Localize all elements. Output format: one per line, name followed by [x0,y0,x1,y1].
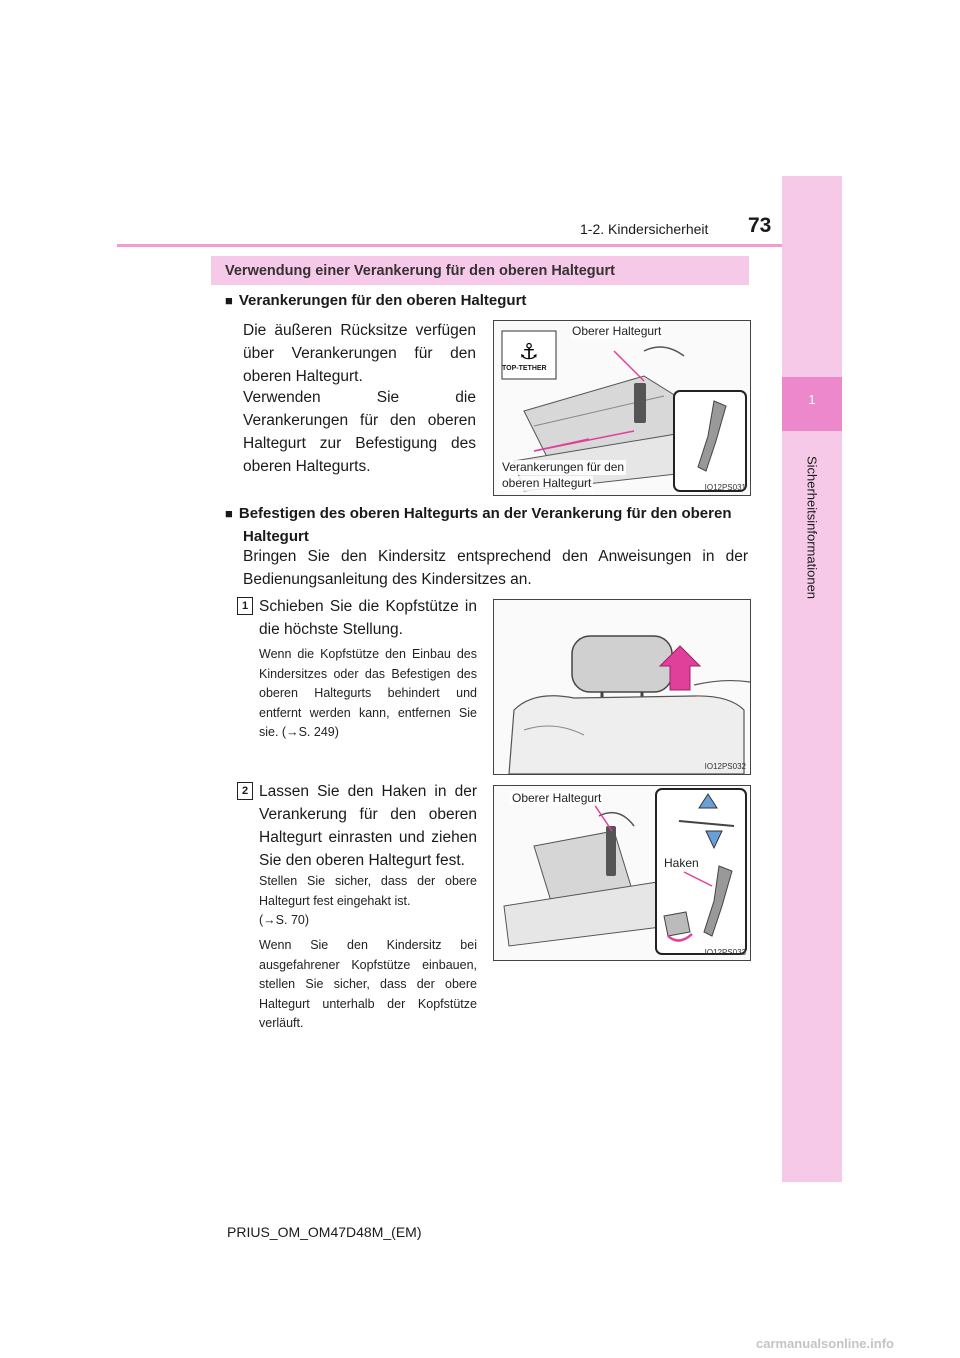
top-tether-badge: TOP-TETHER [502,365,547,372]
label-anchors-line1: Verankerungen für den [502,460,625,474]
label-hook: Haken [664,856,699,870]
figure-headrest-illustration [494,600,750,774]
page-number: 73 [748,214,772,237]
document-code: PRIUS_OM_OM47D48M_(EM) [227,1224,422,1240]
square-bullet-icon: ■ [225,293,233,308]
step-2-note-1-ref: (→S. 70) [259,913,310,927]
figure-code: IO12PS031 [704,483,746,492]
step-number-2: 2 [237,782,253,800]
header-rule [117,244,782,247]
paragraph-attach-intro: Bringen Sie den Kindersitz entsprechend den Anweisungen in der Bedienungsanleitung des Kindersitzes an. [243,548,748,588]
label-top-tether: Oberer Haltegurt [512,791,602,805]
subheading-text: Verankerungen für den oberen Haltegurt [238,292,527,309]
figure-anchors [493,320,751,496]
subheading-anchors [225,292,526,309]
square-bullet-icon: ■ [225,506,233,521]
paragraph-anchors-info: Die äußeren Rücksitze verfügen über Verankerungen für den oberen Haltegurt. [243,322,476,385]
label-top-tether: Oberer Haltegurt [572,324,662,338]
chapter-side-tab [782,176,842,1182]
figure-code: IO12PS032 [704,762,746,771]
section-title: 1-2. Kindersicherheit [580,221,709,237]
figure-hook [493,785,751,961]
figure-hook-illustration [494,786,750,960]
subheading-text-line1: Befestigen des oberen Haltegurts an der Verankerung für den oberen [238,505,732,522]
figure-code: IO12PS033 [704,948,746,957]
section-bar-title: Verwendung einer Verankerung für den oberen Haltegurt [225,263,615,279]
step-2-text: Lassen Sie den Haken in der Verankerung für den oberen Haltegurt einrasten und ziehen Sie den oberen Haltegurt fest. [259,783,477,869]
paragraph-anchors-usage: Verwenden Sie die Verankerungen für den oberen Haltegurt zur Befestigung des oberen Haltegurts. [243,389,476,475]
label-anchors-line2: oberen Haltegurt [502,476,592,490]
step-1-note: Wenn die Kopfstütze den Einbau des Kindersitzes oder das Befestigen des oberen Haltegurts behindert und entfernt werden kann, entfernen Sie sie. (→S. 249) [259,647,477,739]
figure-headrest [493,599,751,775]
subheading-text-line2: Haltegurt [243,528,309,545]
step-number-1: 1 [237,597,253,615]
chapter-number: 1 [808,392,816,407]
watermark: carmanualsonline.info [756,1336,894,1351]
subheading-attach [225,502,747,548]
step-2-note-2: Wenn Sie den Kindersitz bei ausgefahrener Kopfstütze einbauen, stellen Sie sicher, dass der obere Haltegurt unterhalb der Kopfstütze verläuft. [259,938,477,1030]
step-2-note-1: Stellen Sie sicher, dass der obere Haltegurt fest eingehakt ist. [259,874,477,908]
chapter-title: Sicherheitsinformationen [804,455,820,600]
svg-text:⚓: ⚓ [519,340,539,365]
step-1-text: Schieben Sie die Kopfstütze in die höchste Stellung. [259,598,477,638]
